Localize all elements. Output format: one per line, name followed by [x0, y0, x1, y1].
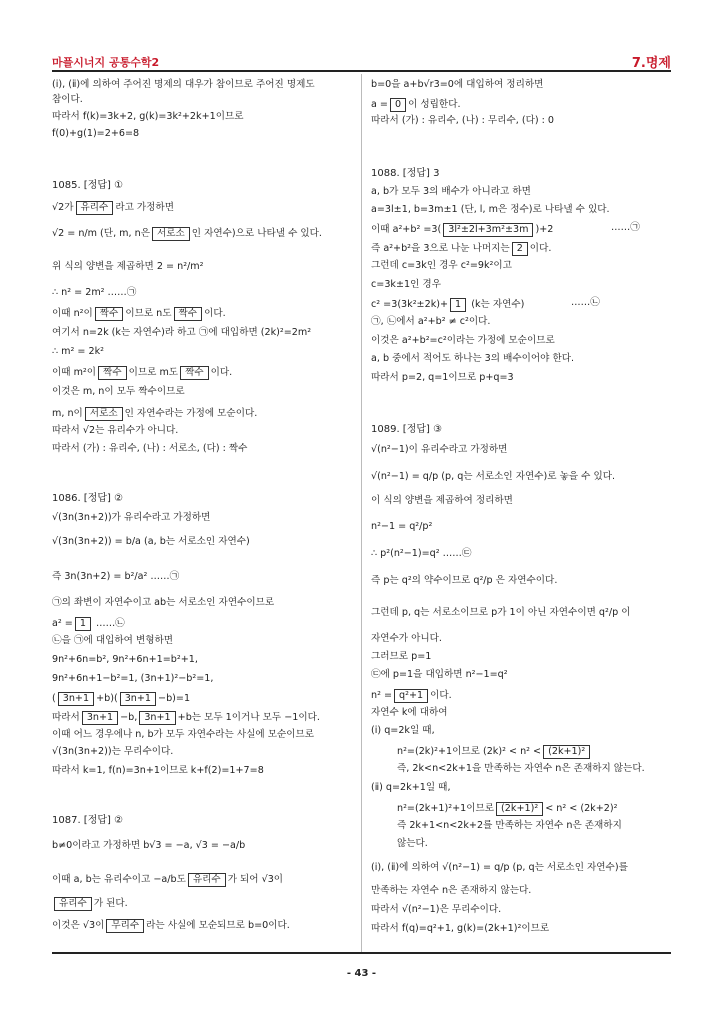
- text-line: 따라서 (가) : 유리수, (나) : 무리수, (다) : 0: [371, 115, 555, 126]
- text-line: √2 = n/m (단, m, n은 서로소 인 자연수)으로 나타낼 수 있다.: [52, 228, 322, 239]
- text-line: 않는다.: [397, 838, 428, 849]
- text-line: 위 식의 양변을 제곱하면 2 = n²/m²: [52, 261, 204, 272]
- answer-1087: 1087. [정답] ②: [52, 815, 124, 826]
- text-line: n²=(2k+1)²+1이므로 (2k+1)² < n² < (2k+2)²: [397, 803, 618, 814]
- chapter-title: 7.명제: [631, 56, 671, 71]
- text-line: 이때 n²이 짝수 이므로 n도 짝수 이다.: [52, 308, 226, 319]
- text-line: (ⅰ), (ⅱ)에 의하여 √(n²−1) = q/p (p, q는 서로소인 자연수)를: [371, 862, 628, 873]
- text-line: a = 0 이 성립한다.: [371, 99, 461, 110]
- blank-box: 무리수: [106, 919, 144, 933]
- blank-box: (2k+1)²: [496, 802, 543, 816]
- text-line: √(3n(3n+2)) = b/a (a, b는 서로소인 자연수): [52, 536, 250, 547]
- text-line: ㉠의 좌변이 자연수이고 ab는 서로소인 자연수이므로: [52, 597, 275, 608]
- text-line: 9n²+6n+1−b²=1, (3n+1)²−b²=1,: [52, 673, 214, 684]
- text-line: 이때 어느 경우에나 n, b가 모두 자연수라는 사실에 모순이므로: [52, 729, 315, 740]
- blank-box: 3n+1: [58, 692, 94, 706]
- blank-box: 서로소: [152, 227, 190, 241]
- text-line: 자연수 k에 대하여: [371, 707, 448, 718]
- text-line: 따라서 p=2, q=1이므로 p+q=3: [371, 372, 514, 383]
- blank-box: 짝수: [95, 307, 124, 321]
- text-line: 따라서 √2는 유리수가 아니다.: [52, 425, 179, 436]
- text-line: 따라서 f(k)=3k+2, g(k)=3k²+2k+1이므로: [52, 111, 244, 122]
- text-line: 따라서 (가) : 유리수, (나) : 서로소, (다) : 짝수: [52, 443, 248, 454]
- text-line: a² = 1 ……㉡: [52, 618, 125, 629]
- text-line: 즉 a²+b²을 3으로 나눈 나머지는 2 이다.: [371, 243, 552, 254]
- equation-tag: ……㉠: [611, 222, 640, 233]
- text-line: 9n²+6n=b², 9n²+6n+1=b²+1,: [52, 654, 198, 665]
- text-line: √(n²−1) = q/p (p, q는 서로소인 자연수)로 놓을 수 있다.: [371, 471, 616, 482]
- text-line: 그런데 c=3k인 경우 c²=9k²이고: [371, 260, 512, 271]
- equation-tag: ……㉡: [571, 297, 600, 308]
- text-line: ∴ m² = 2k²: [52, 346, 104, 357]
- blank-box: 1: [450, 298, 466, 312]
- text-line: n²=(2k)²+1이므로 (2k)² < n² < (2k+1)²: [397, 745, 592, 759]
- blank-box: 짝수: [174, 307, 203, 321]
- text-line: 이것은 √3이 무리수 라는 사실에 모순되므로 b=0이다.: [52, 920, 290, 931]
- text-line: ∴ n² = 2m² ……㉠: [52, 287, 137, 298]
- text-line: 즉 2k+1<n<2k+2를 만족하는 자연수 n은 존재하지: [397, 820, 622, 831]
- text-line: 따라서 k=1, f(n)=3n+1이므로 k+f(2)=1+7=8: [52, 765, 264, 776]
- text-line: ㉠, ㉡에서 a²+b² ≠ c²이다.: [371, 316, 491, 327]
- page-number: - 43 -: [346, 968, 377, 979]
- text-line: a, b가 모두 3의 배수가 아니라고 하면: [371, 186, 531, 197]
- text-line: ㉢에 p=1을 대입하면 n²−1=q²: [371, 669, 508, 680]
- text-line: 즉, 2k<n<2k+1을 만족하는 자연수 n은 존재하지 않는다.: [397, 763, 645, 774]
- blank-box: 유리수: [76, 201, 114, 215]
- answer-1085: 1085. [정답] ①: [52, 180, 124, 191]
- text-line: b=0을 a+b√r3=0에 대입하여 정리하면: [371, 79, 544, 90]
- text-line: c=3k±1인 경우: [371, 279, 441, 290]
- blank-box: 유리수: [54, 897, 92, 911]
- text-line: 만족하는 자연수 n은 존재하지 않는다.: [371, 885, 532, 896]
- text-line: f(0)+g(1)=2+6=8: [52, 128, 140, 139]
- page-header: [52, 52, 671, 72]
- text-line: 이때 a, b는 유리수이고 −a/b도 유리수 가 되어 √3이: [52, 874, 284, 885]
- blank-box: 짝수: [180, 366, 209, 380]
- blank-box: 유리수: [188, 873, 226, 887]
- text-line: ㉡을 ㉠에 대입하여 변형하면: [52, 635, 174, 646]
- blank-box: (2k+1)²: [543, 745, 590, 759]
- text-line: 여기서 n=2k (k는 자연수)라 하고 ㉠에 대입하면 (2k)²=2m²: [52, 327, 312, 338]
- text-line: 이때 a²+b² =3( 3l²±2l+3m²±3m )+2: [371, 224, 554, 235]
- text-line: ( 3n+1 +b)( 3n+1 −b)=1: [52, 693, 191, 704]
- blank-box: 2: [512, 242, 528, 256]
- text-line: m, n이 서로소 인 자연수라는 가정에 모순이다.: [52, 408, 258, 419]
- text-line: a=3l±1, b=3m±1 (단, l, m은 정수)로 나타낼 수 있다.: [371, 204, 610, 215]
- blank-box: 짝수: [98, 366, 127, 380]
- text-line: ∴ p²(n²−1)=q² ……㉢: [371, 548, 472, 559]
- column-divider: [361, 74, 362, 952]
- text-line: 즉 p는 q²의 약수이므로 q²/p 은 자연수이다.: [371, 575, 558, 586]
- text-line: 이것은 a²+b²=c²이라는 가정에 모순이므로: [371, 335, 555, 346]
- text-line: 즉 3n(3n+2) = b²/a² ……㉠: [52, 571, 180, 582]
- blank-box: 0: [390, 98, 406, 112]
- blank-box: 3n+1: [139, 711, 175, 725]
- text-line: √(3n(3n+2))는 무리수이다.: [52, 746, 174, 757]
- text-line: √(3n(3n+2))가 유리수라고 가정하면: [52, 512, 211, 523]
- text-line: 자연수가 아니다.: [371, 633, 442, 644]
- text-line: 이때 m²이 짝수 이므로 m도 짝수 이다.: [52, 367, 233, 378]
- header-rule: [52, 70, 671, 72]
- text-line: 이것은 m, n이 모두 짝수이므로: [52, 386, 185, 397]
- text-line: 그러므로 p=1: [371, 651, 432, 662]
- blank-box: 1: [75, 617, 91, 631]
- answer-1086: 1086. [정답] ②: [52, 493, 124, 504]
- text-line: b≠0이라고 가정하면 b√3 = −a, √3 = −a/b: [52, 840, 246, 851]
- text-line: a, b 중에서 적어도 하나는 3의 배수이어야 한다.: [371, 353, 575, 364]
- text-line: (ⅱ) q=2k+1일 때,: [371, 782, 451, 793]
- text-line: 따라서 √(n²−1)은 무리수이다.: [371, 904, 502, 915]
- blank-box: 3n+1: [120, 692, 156, 706]
- blank-box: 3l²±2l+3m²±3m: [443, 223, 533, 237]
- answer-1089: 1089. [정답] ③: [371, 424, 443, 435]
- text-line: c² =3(3k²±2k)+ 1 (k는 자연수): [371, 299, 525, 310]
- text-line: 따라서 f(q)=q²+1, g(k)=(2k+1)²이므로: [371, 923, 550, 934]
- text-line: 이 식의 양변을 제곱하여 정리하면: [371, 495, 513, 506]
- text-line: n²−1 = q²/p²: [371, 521, 433, 532]
- text-line: 그런데 p, q는 서로소이므로 p가 1이 아닌 자연수이면 q²/p 이: [371, 607, 631, 618]
- book-title: 마플시너지 공통수학2: [52, 56, 160, 69]
- text-line: (ⅰ), (ⅱ)에 의하여 주어진 명제의 대우가 참이므로 주어진 명제도: [52, 79, 315, 90]
- text-line: (ⅰ) q=2k일 때,: [371, 725, 435, 736]
- text-line: 참이다.: [52, 94, 83, 105]
- text-line: √(n²−1)이 유리수라고 가정하면: [371, 444, 508, 455]
- text-line: √2가 유리수 라고 가정하면: [52, 202, 174, 213]
- answer-1088: 1088. [정답] 3: [371, 168, 440, 179]
- blank-box: 서로소: [85, 407, 123, 421]
- blank-box: q²+1: [394, 689, 428, 703]
- footer-rule: [52, 952, 671, 954]
- text-line: 유리수 가 된다.: [52, 897, 128, 911]
- blank-box: 3n+1: [82, 711, 118, 725]
- text-line: 따라서 3n+1 −b, 3n+1 +b는 모두 1이거나 모두 −1이다.: [52, 712, 320, 723]
- text-line: n² = q²+1 이다.: [371, 690, 452, 701]
